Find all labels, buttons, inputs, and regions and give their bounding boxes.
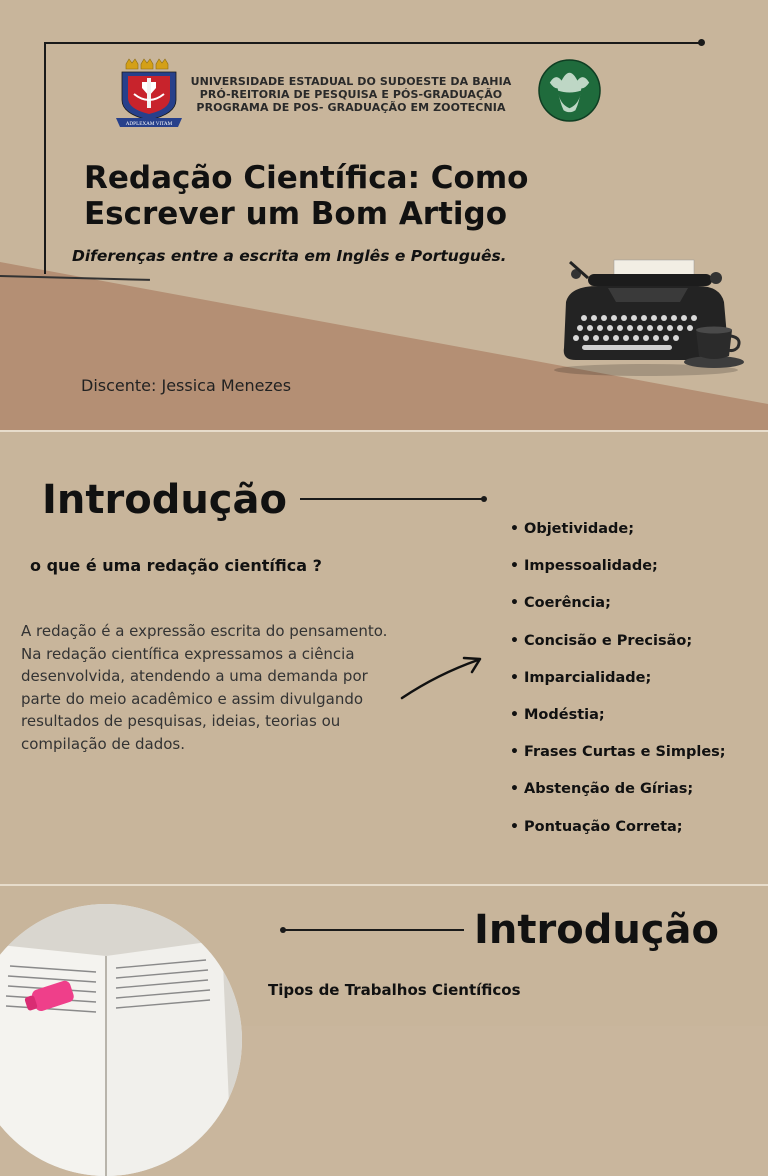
prorectorate-name: PRÓ-REITORIA DE PESQUISA E PÓS-GRADUAÇÃO: [199, 88, 503, 101]
intro-paragraph-line: desenvolvida, atendendo a uma demanda por: [21, 667, 368, 685]
list-item: • Imparcialidade;: [510, 669, 726, 706]
university-name: UNIVERSIDADE ESTADUAL DO SUDOESTE DA BAHIA: [190, 75, 512, 88]
intro-paragraph-line: A redação é a expressão escrita do pensamento.: [21, 622, 388, 640]
list-item: • Objetividade;: [510, 520, 726, 557]
intro-heading-line: [300, 498, 483, 500]
arrow-icon: [398, 652, 488, 704]
list-item: • Pontuação Correta;: [510, 818, 726, 855]
intro2-heading: Introdução: [474, 907, 719, 953]
cover-title-line2: Escrever um Bom Artigo: [84, 196, 508, 232]
list-item: • Concisão e Precisão;: [510, 632, 726, 669]
intro-paragraph-line: parte do meio acadêmico e assim divulgando: [21, 689, 364, 708]
intro2-heading-line: [284, 929, 464, 931]
intro-heading-dot: [481, 496, 487, 502]
green-program-logo-icon: [538, 59, 601, 122]
intro-paragraph-line: resultados de pesquisas, ideias, teorias ou: [21, 712, 341, 730]
frame-top-line: [44, 42, 702, 44]
list-item: • Coerência;: [510, 594, 726, 631]
cover-title: [84, 160, 528, 232]
types-subheading: Tipos de Trabalhos Científicos: [268, 981, 521, 999]
list-item: • Impessoalidade;: [510, 557, 726, 594]
frame-left-line: [44, 42, 46, 274]
author-name: Discente: Jessica Menezes: [81, 376, 292, 395]
cover-subtitle: Diferenças entre a escrita em Inglês e Português.: [72, 247, 507, 265]
list-item: • Abstenção de Gírias;: [510, 780, 726, 817]
intro-question: o que é uma redação científica ?: [30, 556, 322, 575]
intro-paragraph-line: Na redação científica expressamos a ciência: [21, 644, 355, 663]
cover-slide: [0, 0, 768, 430]
typewriter-icon: [548, 252, 748, 382]
writing-qualities-list: [510, 520, 726, 855]
crest-motto: ADPLEXAM VITAM: [125, 121, 173, 127]
university-header: [188, 75, 514, 114]
list-item: • Frases Curtas e Simples;: [510, 743, 726, 780]
list-item: • Modéstia;: [510, 706, 726, 743]
university-crest-icon: [112, 58, 186, 132]
intro-paragraph-line: compilação de dados.: [21, 734, 185, 753]
cover-title-line1: Redação Científica: Como: [84, 160, 529, 196]
intro-paragraph: [21, 620, 421, 755]
intro-heading: Introdução: [42, 477, 287, 523]
frame-dot: [698, 39, 705, 46]
program-name: PROGRAMA DE POS- GRADUAÇÃO EM ZOOTECNIA: [196, 101, 506, 114]
